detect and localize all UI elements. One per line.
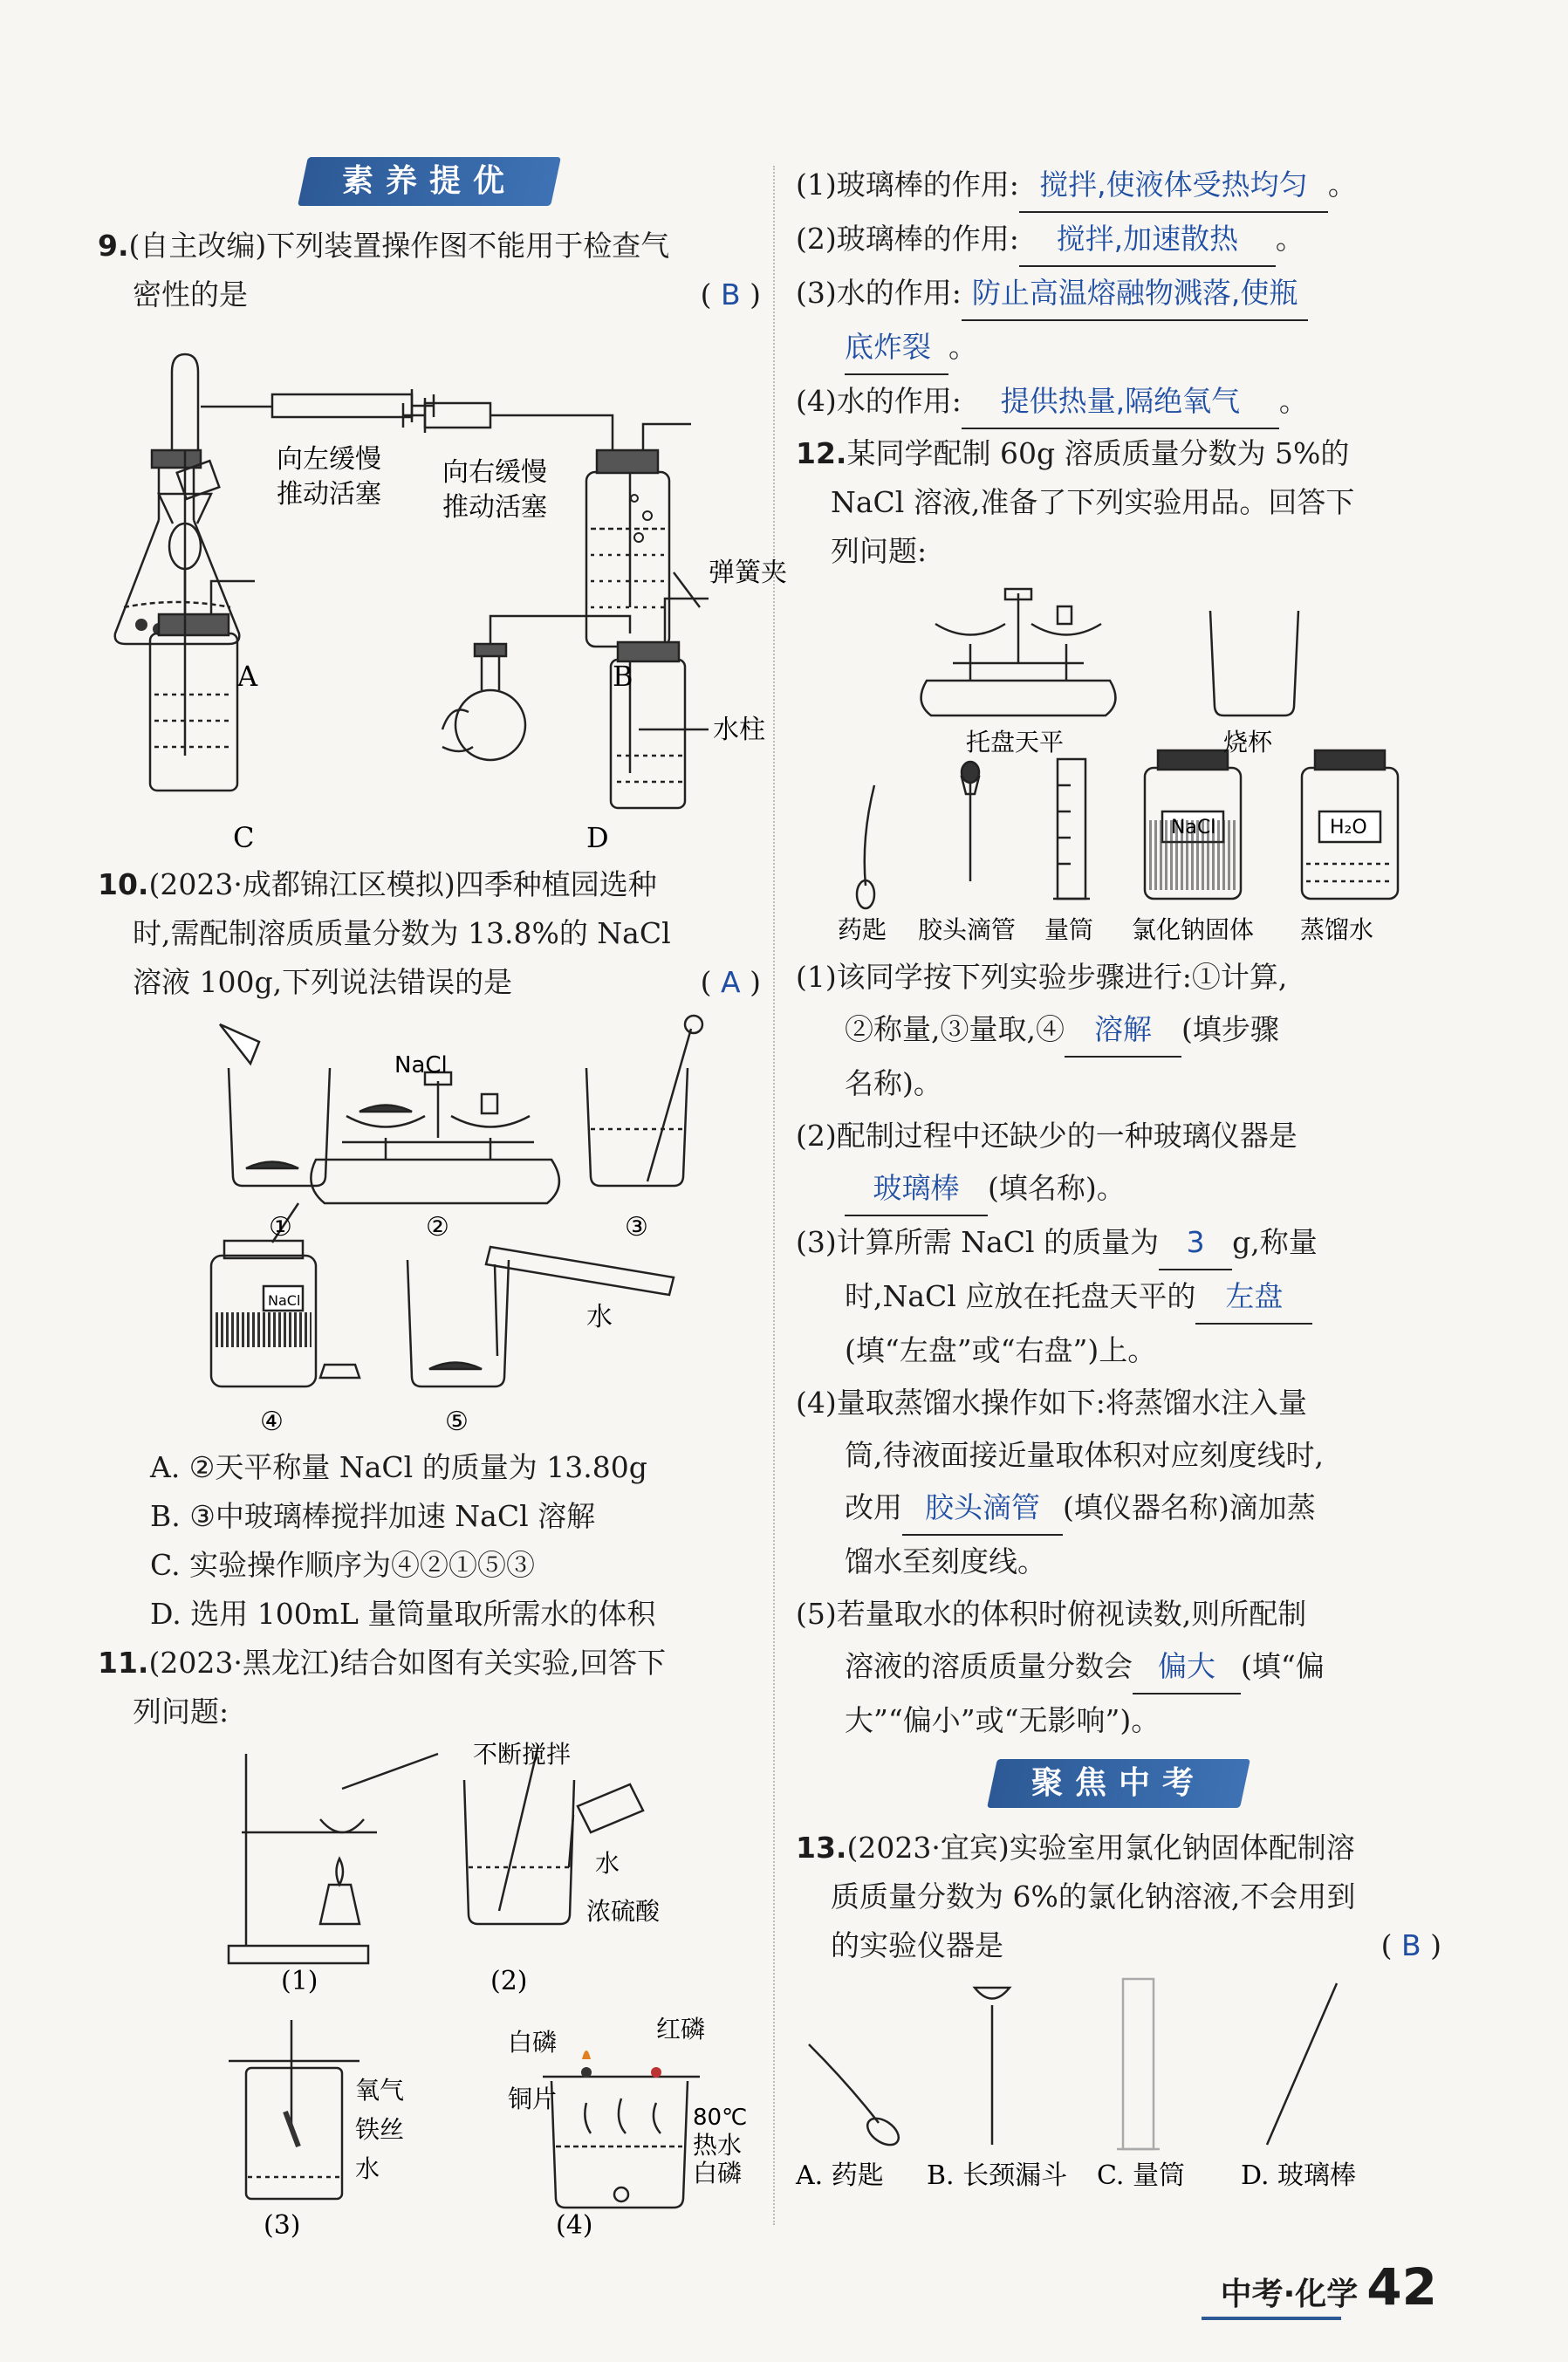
q11-part3: (3)水的作用: 防止高温熔融物溅落,使瓶 (796, 267, 1441, 321)
column-divider (773, 166, 775, 2225)
q10-procedure-drawings (98, 1007, 761, 1443)
q11-fig3-t3: 水 (355, 2154, 380, 2183)
q11-part2: (2)玻璃棒的作用: 搅拌,加速散热 。 (796, 213, 1441, 267)
fig-label-a: A (237, 660, 258, 693)
footer-subject: 中考·化学 (1220, 2276, 1359, 2312)
q10-option-c: C. 实验操作顺序为④②①⑤③ (150, 1548, 536, 1582)
question-12: 12.某同学配制 60g 溶质质量分数为 5%的 NaCl 溶液,准备了下列实验用品。回答下 列问题: (796, 436, 1355, 568)
left-column (98, 157, 787, 2242)
q10-label-5: ⑤ (445, 1407, 469, 1437)
q11-label-2: (2) (490, 1966, 528, 1996)
q11-figures (98, 1736, 761, 2242)
question-13: 13.(2023·宜宾)实验室用氯化钠固体配制溶 质质量分数为 6%的氯化钠溶液,不会用到 的实验仪器是 ( B ) (796, 1824, 1441, 1970)
question-9: 9.(自主改编)下列装置操作图不能用于检查气 密性的是 ( B ) (98, 222, 761, 319)
q11-fig4-t3: 铜片 (508, 2085, 558, 2113)
q10-option-b: B. ③中玻璃棒搅拌加速 NaCl 溶解 (150, 1499, 596, 1533)
answer-9: ( B ) (700, 277, 761, 312)
footer-line (1202, 2317, 1341, 2320)
fig-label-b: B (613, 660, 633, 693)
q10-label-4: ④ (260, 1407, 284, 1437)
q10-options (98, 1443, 761, 1639)
q10-label-3: ③ (625, 1212, 648, 1243)
q12-item-cylinder: 量筒 (1044, 915, 1094, 944)
q11-part1: (1)玻璃棒的作用: 搅拌,使液体受热均匀 。 (796, 159, 1441, 213)
page-number: 42 (1366, 2257, 1437, 2317)
q13-option-b: B. 长颈漏斗 (927, 2160, 1068, 2191)
q12-h2o-label: H₂O (1330, 817, 1367, 839)
q11-fig4-t4: 80℃ (693, 2105, 748, 2131)
question-11: 11.(2023·黑龙江)结合如图有关实验,回答下 列问题: (98, 1646, 667, 1729)
q10-label-1: ① (269, 1212, 292, 1243)
q12-nacl-label: NaCl (1171, 817, 1216, 839)
fig-d-text1: 弹簧夹 (709, 558, 787, 588)
q13-options-figure (796, 1970, 1441, 2191)
q13-instrument-drawings (796, 1970, 1441, 2191)
q10-label-2: ② (426, 1212, 449, 1243)
q9-apparatus-drawings (98, 319, 787, 860)
question-10: 10.(2023·成都锦江区模拟)四季种植园选种 时,需配制溶质质量分数为 13.8%的 NaCl 溶液 100g,下列说法错误的是 ( A ) (98, 860, 761, 1007)
q12-items-figure (796, 576, 1441, 951)
q12-equipment-drawings (796, 576, 1441, 951)
right-column (796, 159, 1441, 2191)
section-banner-suyang: 素养提优 (298, 157, 561, 206)
answer-13: ( B ) (1380, 1928, 1441, 1962)
fig-b-text1: 向右缓慢 (442, 457, 547, 488)
q11-fig4-t6: 白磷 (693, 2159, 743, 2187)
q11-fig4-t5: 热水 (693, 2131, 743, 2160)
q11-label-4: (4) (556, 2210, 593, 2241)
q12-item-balance: 托盘天平 (966, 728, 1065, 757)
q11-fig3-t2: 铁丝 (355, 2115, 405, 2144)
q11-fig2-t2: 水 (595, 1849, 620, 1878)
fig-d-text2: 水柱 (713, 715, 765, 745)
q13-option-a: A. 药匙 (796, 2160, 884, 2191)
q12-parts: (1)该同学按下列实验步骤进行:①计算, ②称量,③量取,④ 溶解 (填步骤 名称)。 (2)配制过程中还缺少的一种玻璃仪器是 玻璃棒 (填名称)。 (3)计算所需 NaCl 的质量为 3 g,称量 时,NaCl 应放在托盘天平的 左盘 (填“左盘”或“右盘”)上。 (4)量取蒸馏水操作如下:将蒸馏水注入量 筒,待液面接近量取体积对应刻度线时, 改用 胶头滴管 (填仪器名称)滴加蒸 馏水至刻度线。 (5)若量取水的体积时俯视读数,则所配制 溶液的溶质质量分数会 偏大 (填“偏 大”“偏小”或“无影响”)。 (796, 960, 1325, 1737)
q11-label-3: (3) (264, 2210, 301, 2241)
q11-part3-cont: 底炸裂 。 (796, 321, 1441, 375)
q11-fig2-t3: 浓硫酸 (586, 1897, 661, 1926)
q11-label-1: (1) (281, 1966, 318, 1996)
q11-fig4-t2: 白磷 (508, 2028, 558, 2057)
q11-fig3-t1: 氧气 (355, 2076, 405, 2105)
q12-item-spoon: 药匙 (838, 915, 887, 944)
q11-part4: (4)水的作用: 提供热量,隔绝氧气 。 (796, 375, 1441, 429)
q9-figures (98, 319, 787, 860)
q12-item-dropper: 胶头滴管 (918, 915, 1017, 944)
q10-option-a: A. ②天平称量 NaCl 的质量为 13.80g (150, 1450, 647, 1484)
fig-label-c: C (233, 821, 255, 854)
q10-nacl-label: NaCl (394, 1052, 448, 1078)
q12-item-nacl: 氯化钠固体 (1132, 915, 1255, 944)
q11-experiment-drawings (98, 1736, 761, 2242)
q12-item-beaker: 烧杯 (1223, 728, 1273, 757)
fig-a-text2: 推动活塞 (277, 479, 381, 510)
answer-10: ( A ) (700, 965, 761, 999)
page-footer (1221, 2257, 1437, 2317)
section-banner-jujiao: 聚焦中考 (987, 1759, 1250, 1808)
q13-option-d: D. 玻璃棒 (1241, 2160, 1357, 2191)
fig-label-d: D (586, 821, 609, 854)
q11-fig2-t1: 不断搅拌 (473, 1740, 572, 1769)
q10-bottle-label: NaCl (268, 1292, 301, 1309)
q13-option-c: C. 量筒 (1097, 2160, 1185, 2191)
q10-water-label: 水 (586, 1302, 613, 1332)
q10-figures (98, 1007, 761, 1443)
fig-a-text1: 向左缓慢 (277, 444, 381, 475)
fig-b-text2: 推动活塞 (442, 492, 547, 523)
q10-option-d: D. 选用 100mL 量筒量取所需水的体积 (150, 1597, 656, 1631)
q12-item-water: 蒸馏水 (1300, 915, 1374, 944)
q11-fig4-t1: 红磷 (656, 2015, 706, 2044)
